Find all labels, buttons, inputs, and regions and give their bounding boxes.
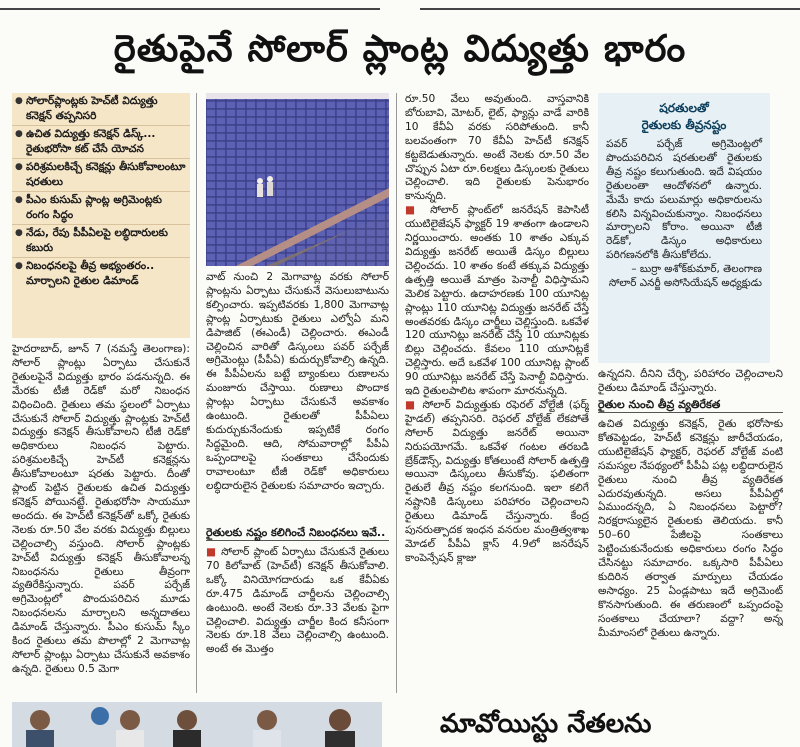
top-rule-left bbox=[0, 8, 380, 10]
article-paragraph: ఉన్నదని. దీనిని చేర్చి, పరిహారం చెల్లించాలని రైతులు డిమాండ్ చేస్తున్నారు. bbox=[598, 368, 783, 394]
quote-title-line-1: షరతులతో bbox=[659, 101, 709, 115]
bullet-item: ● నేడు, రేపు పీపీఏలపై లబ్ధిదారులకు కబురు bbox=[12, 225, 190, 258]
bottom-news-photo bbox=[12, 702, 382, 747]
point-text: సోలార్ విద్యుత్తుకు రఫెరల్ వోల్టేజీ (ఫర్మ్ హైడల్) తప్పనిసరి. రెఫరల్ వోల్టేజ్ లేకపోతే సోలార్ విద్యుత్తు జనరేట్ అయినా నిరుపయోగమే. ఒకవేళ గంటల తరబడి బ్రేక్‌డౌన్స్, విద్యుత్తు కోతలుంటే సోలార్ ఉత్పత్తి అయినా డిస్కంలు తీసుకోవు. ఫలితంగా రైతులే తీవ్ర నష్టం కలగనుంది. ఇలా కలిగే నష్టానికి డిస్కంలు పరిహారం చెల్లించాలని రైతులు డిమాండ్ చేస్తున్నారు. కేంద్ర పునరుత్పాదక ఇంధన వనరుల మంత్రిత్వశాఖ మోడల్ పీపీఏ క్లాస్ 4.9లో జనరేషన్ కాంపెన్సేషన్ క్లాజు bbox=[405, 398, 589, 564]
column-2 bbox=[206, 271, 389, 525]
article-paragraph: హైదరాబాద్, జూన్ 7 (నమస్తే తెలంగాణ): సోలార్ ప్లాంట్లు ఏర్పాటు చేసుకునే రైతులపైనే విద్యుత్తు భారం పడనున్నది. ఈ మేరకు టీజీ రెడ్‌కో మరో నిబంధన విధించింది. రైతులు తమ స్థలంలో ఏర్పాటు చేసుకునే సోలార్ విద్యుత్తు ప్లాంట్లకు హెచ్‌టీ విద్యుత్తు కనెక్షన్ తీసుకోవాలని టీజీ రెడ్‌కో అధికారులు నిబంధన పెట్టారు. పరిశ్రమలకిచ్చే హెచ్‌టీ కనెక్షన్లను తీసుకోవాలంటూ షరతు పెట్టారు. దీంతో ప్లాంట్ పెట్టిన రైతులకు ఉచిత విద్యుత్తు కనెక్షన్ పోయినట్టే. రైతుభరోసా సాయమూ అందదు. ఈ హెచ్‌టీ కనెక్షన్‌తో ఒక్కో రైతుకు నెలకు రూ.50 వేల వరకు విద్యుత్తు బిల్లులు చెల్లించాల్సి వస్తుంది. సోలార్ ప్లాంట్లకు హెచ్‌టీ విద్యుత్తు కనెక్షన్ తీసుకోవాలన్న నిబంధనను రైతులు తీవ్రంగా వ్యతిరేకిస్తున్నారు. పవర్ పర్చేజ్ అగ్రిమెంట్లలో పొందుపరిచిన మూడు నిబంధనలను మార్చాలని అన్నదాతలు డిమాండ్ చేస్తున్నారు. పీఎం కుసుమ్ స్కీం కింద రైతులు తమ పొలాల్లో 2 మెగావాట్ల సోలార్ ప్లాంట్లు ఏర్పాటు చేసుకునే అవకాశం ఉన్నది. రైతులు 0.5 మెగా bbox=[12, 343, 190, 675]
column-4-top bbox=[598, 368, 783, 396]
bullet-item: ● ఉచిత విద్యుత్తు కనెక్షన్ డిస్క్... రైతుభరోసా కట్ చేసే యోచన bbox=[12, 126, 190, 159]
bullet-item: ● సోలార్‌ప్లాంట్లకు హెచ్‌టీ విద్యుత్తు కనెక్షన్ తప్పనిసరి bbox=[12, 93, 190, 126]
bullet-item: ● పరిశ్రమలకిచ్చే కనెక్షన్లు తీసుకోవాలంటూ షరతులు bbox=[12, 159, 190, 192]
subheading-opposition: రైతుల నుంచి తీవ్ర వ్యతిరేకత bbox=[598, 398, 783, 413]
column-1 bbox=[12, 343, 190, 700]
subheading-rules: రైతులకు నష్టం కలిగించే నిబంధనలు ఇవే.. bbox=[206, 526, 389, 541]
article-paragraph: రూ.50 వేలు అవుతుంది. వాస్తవానికి బోరుబావి, మోటర్, లైట్, ఫ్యాన్లు వాడే వారికి 10 కేవీఏ వరకు సరిపోతుంది. కానీ బలవంతంగా 70 కేవీఏ హెచ్‌టీ కనెక్షన్ కట్టబెడుతున్నారు. అంటే నెలకు రూ.50 వేల చొప్పున ఏటా రూ.6లక్షలు డిస్కంలకు రైతులు చెల్లించాలి. ఇది రైతులకు పెనుభారం కానున్నది. bbox=[405, 93, 589, 203]
article-paragraph bbox=[206, 546, 389, 657]
solar-panels-photo bbox=[206, 93, 389, 266]
bullet-dot-icon: ■ bbox=[405, 398, 423, 411]
headline: రైతుపైనే సోలార్ ప్లాంట్ల విద్యుత్తు భారం bbox=[113, 27, 687, 70]
article-paragraph bbox=[405, 399, 589, 566]
top-rule-strip bbox=[0, 0, 800, 20]
bullet-dot-icon: ■ bbox=[206, 546, 222, 558]
press-meet-image bbox=[12, 702, 382, 747]
column-divider bbox=[396, 93, 397, 693]
quote-box bbox=[598, 93, 770, 363]
article-paragraph: వాట్ నుంచి 2 మెగావాట్ల వరకు సోలార్ ప్లాంట్లను ఏర్పాటు చేసుకునే వెసులుబాటును కల్పించారు. ఇప్పటివరకు 1,800 మెగావాట్ల ప్లాంట్ల ఏర్పాటుకు రైతులు ఎల్వోఏ మని డిపాజిట్ (ఈఎండీ) చెల్లించారు. ఈఎండీ చెల్లించిన వారితో డిస్కంలు పవర్ పర్చేజ్ అగ్రిమెంట్లు (పీపీఏ) కుదుర్చుకోవాల్సి ఉన్నది. ఈ పీపీఏలను బట్టే బ్యాంకులు రుణాలను మంజూరు చేస్తాయి. రుణాలు పొందాక ప్లాంట్లు ఏర్పాటు చేసుకునే అవకాశం ఉంటుంది. రైతులతో పీపీఏలు కుదుర్చుకునేందుకు ఇప్పటికే రంగం సిద్ధమైంది. ఆది, సోమవారాల్లో పీపీఏ ఒప్పందాలపై సంతకాలు చేసేందుకు రావాలంటూ టీజీ రెడ్‌కో అధికారులు లబ్ధిదారులైన రైతులకు సమాచారం ఇచ్చారు. bbox=[206, 271, 389, 492]
quote-body: పవర్ పర్చేజ్ అగ్రిమెంట్లలో పొందుపరిచిన షరతులతో రైతులకు తీవ్ర నష్టం కలుగుతుంది. ఇదే విషయం రైతులంతా ఆందోళనలో ఉన్నారు. మేమే కాదు పలుమార్లు అధికారులను కలిసి విన్నవించుకున్నాం. నిబంధనలు మార్చాలని కోరాం. అయినా టీజీ రెడ్‌కో, డిస్కం అధికారులు పరిగణనలోకి తీసుకోలేదు. bbox=[606, 138, 762, 262]
quote-title-line-2: రైతులకు తీవ్రనష్టం bbox=[641, 118, 727, 132]
article-paragraph: ఉచిత విద్యుత్తు కనెక్షన్, రైతు భరోసాకు కోతపెట్టడం, హెచ్‌టీ కనెక్షన్లు జారీచేయడం, యుటిలైజేషన్ ఫ్యాక్టర్, రెఫరల్ వోల్టేజ్ వంటి సమస్యల నేపథ్యంలో పీపీఏ పట్ల లబ్ధిదారులైన రైతులు నుంచి తీవ్ర వ్యతిరేకత ఎదురవుతున్నది. అసలు పీపీఏల్లో ఏముందన్నది, ఏ నిబంధనలు పెట్టారో? నిరక్షరాస్యులైన రైతులకు తెలియదు. కానీ 50–60 పేజీలపై సంతకాలు పెట్టించుకునేందుకు అధికారులు రంగం సిద్ధం చేసినట్టు సమాచారం. ఒక్కసారి పీపీఏలు కుదిరిన తర్వాత మార్పులు చేయడం అసాధ్యం. 25 ఏండ్లపాటు ఇదే అగ్రిమెంట్ కొనసాగుతుంది. ఈ తరుణంలో ఒప్పందంపై సంతకాలు చేయాలా? వద్దా? అన్న మీమాంసలో రైతులు ఉన్నారు. bbox=[598, 418, 783, 639]
bullet-dot-icon: ■ bbox=[405, 204, 431, 217]
column-3 bbox=[405, 93, 589, 700]
point-text: సోలార్ ప్లాంట్ ఏర్పాటు చేసుకునే రైతులు 70 కిలోవాట్ (హెచ్‌టీ) కనెక్షన్ తీసుకోవాలి. ఒక్కో వినియోగదారుడు ఒక కేవీఏకు రూ.475 డిమాండ్ చార్జీలను చెల్లించాల్సి ఉంటుంది. అంటే నెలకు రూ.33 వేలకు పైగా చెల్లించాలి. విద్యుత్తు చార్జీల కింద కనీసంగా నెలకు రూ.18 వేలు చెల్లించాల్సి ఉంటుంది. అంటే ఈ మొత్తం bbox=[206, 546, 389, 656]
article-paragraph bbox=[405, 204, 589, 399]
bullet-item: ● నిబంధనలపై తీవ్ర అభ్యంతరం.. మార్చాలని రైతుల డిమాండ్ bbox=[12, 258, 190, 290]
bullet-item: ● పీఎం కుసుమ్ ప్లాంట్ల అగ్రిమెంట్లకు రంగం సిద్ధం bbox=[12, 192, 190, 225]
column-divider bbox=[196, 93, 197, 693]
bullet-box bbox=[12, 93, 190, 338]
solar-panels-image bbox=[206, 93, 389, 266]
point-text: సోలార్ ప్లాంట్‌లో జనరేషన్ కెపాసిటీ యుటిలైజేషన్ ఫ్యాక్టర్ 19 శాతంగా ఉండాలని నిర్ణయించారు. అంతకు 10 శాతం ఎక్కువ విద్యుత్తు జనరేట్ అయితే డిస్కం బిల్లులు చెల్లించదు. 10 శాతం కంటే తక్కువ విద్యుత్తు ఉత్పత్తి అయితే మాత్రం పెనాల్టీ విధిస్తామని మెలిక పెట్టారు. ఉదాహరణకు 100 యూనిట్ల ప్లాంట్లు 110 యూనిట్ల విద్యుత్తు జనరేట్ చేస్తే అంతవరకు డిస్కం చార్జీలు చెల్లిస్తుంది. ఒకవేళ 120 యూనిట్లు జనరేట్ చేస్తే 10 యూనిట్లకు బిల్లు చెల్లించదు. కేవలం 110 యూనిట్లకే చెల్లిస్తారు. అదే ఒకవేళ 100 యూనిట్ల ప్లాంట్ 90 యూనిట్లు జనరేట్ చేస్తే పెనాల్టీ విధిస్తారు. ఇది రైతులపాలిట శాపంగా మారనున్నది. bbox=[405, 204, 589, 398]
column-4 bbox=[598, 418, 783, 700]
bottom-headline: మావోయిస్టు నేతలను bbox=[440, 709, 652, 739]
quote-box-title bbox=[598, 93, 770, 134]
column-2-lower bbox=[206, 546, 389, 700]
top-rule-right bbox=[420, 8, 800, 10]
quote-signature: – బుర్రా అశోక్‌కుమార్, తెలంగాణ సోలార్ ఎనర్జీ అసోసియేషన్ అధ్యక్షుడు bbox=[608, 263, 762, 290]
